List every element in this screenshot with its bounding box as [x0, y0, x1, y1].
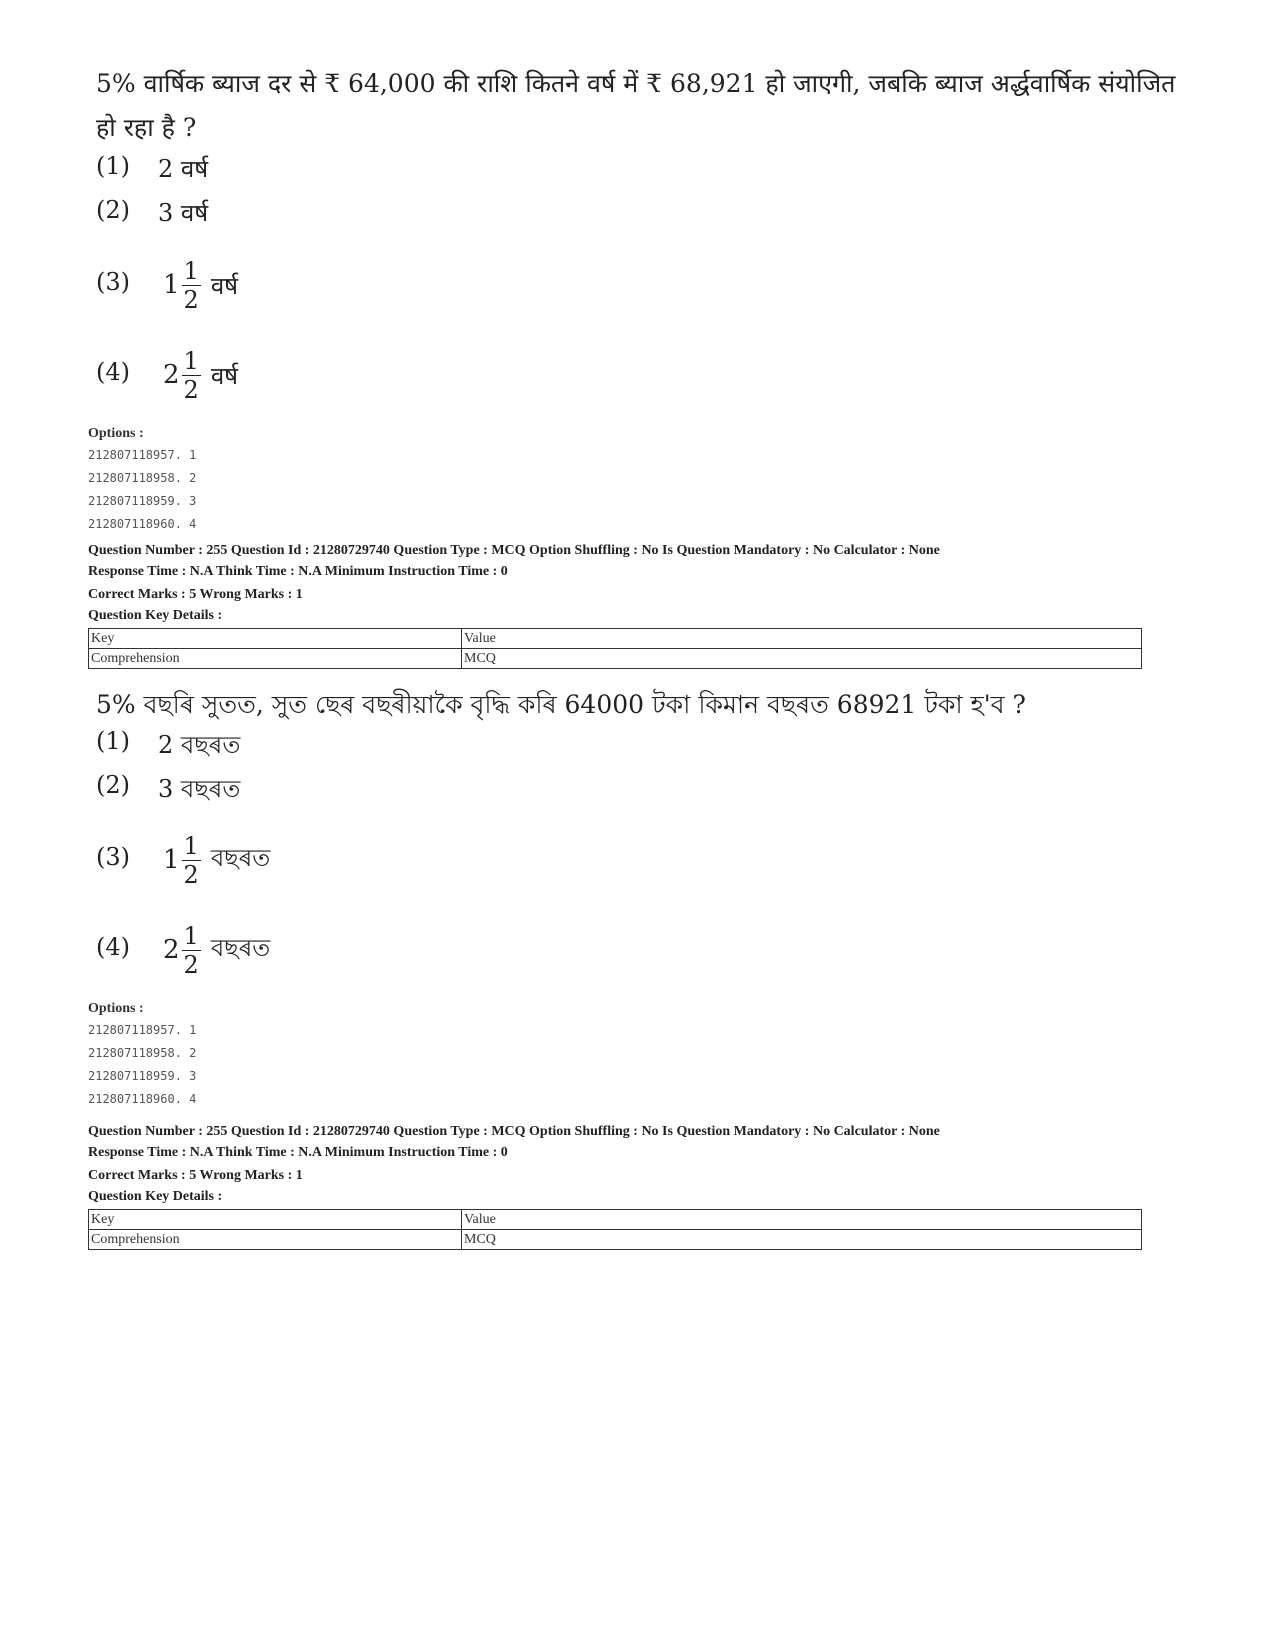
marks-line: Correct Marks : 5 Wrong Marks : 1	[88, 1168, 303, 1183]
fraction-numerator: 1	[183, 831, 199, 860]
question-block-assamese	[88, 683, 1188, 1111]
question-block-hindi	[88, 62, 1188, 536]
fraction-numerator: 1	[183, 346, 199, 375]
options-label: Options :	[88, 1001, 144, 1016]
option-id: 212807118958. 2	[88, 471, 197, 485]
mixed-fraction	[163, 240, 238, 330]
mixed-fraction	[163, 905, 270, 995]
option-number: (4)	[96, 933, 130, 961]
key-value-table	[88, 1209, 1142, 1250]
option-value: 3 বছৰত	[158, 775, 241, 803]
option-id-list	[88, 1019, 1188, 1111]
question-meta-hindi	[88, 540, 1188, 669]
question-meta-assamese	[88, 1121, 1188, 1250]
option-4	[88, 905, 1188, 995]
option-number: (2)	[96, 196, 130, 224]
table-header-key: Key	[89, 1210, 462, 1230]
option-id: 212807118959. 3	[88, 1069, 197, 1083]
fraction	[182, 922, 201, 979]
fraction-denominator: 2	[183, 860, 199, 889]
fraction-denominator: 2	[183, 950, 199, 979]
fraction-whole: 1	[163, 845, 180, 875]
option-id-list	[88, 444, 1188, 536]
response-time-line: Response Time : N.A Think Time : N.A Minimum Instruction Time : 0	[88, 564, 508, 579]
table-row	[89, 649, 1142, 669]
fraction-whole: 2	[163, 935, 180, 965]
question-meta-line: Question Number : 255 Question Id : 21280729740 Question Type : MCQ Option Shuffling : No Is Question Mandatory : No Calculator : None	[88, 1124, 940, 1139]
option-2	[88, 771, 1188, 815]
fraction-denominator: 2	[183, 285, 199, 314]
fraction	[182, 347, 201, 404]
fraction-unit: বছৰত	[210, 844, 271, 872]
mixed-fraction	[163, 330, 238, 420]
option-number: (1)	[96, 727, 130, 755]
option-number: (1)	[96, 152, 130, 180]
fraction	[182, 832, 201, 889]
table-header-row	[89, 1210, 1142, 1230]
fraction-unit: वर्ष	[210, 361, 239, 390]
fraction-numerator: 1	[183, 256, 199, 285]
question-text: 5% वार्षिक ब्याज दर से ₹ 64,000 की राशि कितने वर्ष में ₹ 68,921 हो जाएगी, जबकि ब्याज अर्द्धवार्षिक संयोजित हो रहा है ?	[96, 69, 1176, 142]
mixed-fraction	[163, 815, 270, 905]
fraction-denominator: 2	[183, 375, 199, 404]
option-3	[88, 240, 1188, 330]
table-header-row	[89, 629, 1142, 649]
table-cell-key: Comprehension	[89, 1230, 462, 1250]
option-3	[88, 815, 1188, 905]
table-header-key: Key	[89, 629, 462, 649]
option-2	[88, 196, 1188, 240]
table-cell-key: Comprehension	[89, 649, 462, 669]
option-number: (2)	[96, 771, 130, 799]
option-id: 212807118957. 1	[88, 448, 197, 462]
response-time-line: Response Time : N.A Think Time : N.A Minimum Instruction Time : 0	[88, 1145, 508, 1160]
option-value: 2 বছৰত	[158, 731, 241, 759]
option-number: (4)	[96, 358, 130, 386]
marks-line: Correct Marks : 5 Wrong Marks : 1	[88, 587, 303, 602]
option-4	[88, 330, 1188, 420]
key-details-label: Question Key Details :	[88, 608, 223, 623]
table-header-value: Value	[462, 629, 1142, 649]
option-1	[88, 152, 1188, 196]
table-cell-value: MCQ	[462, 1230, 1142, 1250]
table-row	[89, 1230, 1142, 1250]
option-id: 212807118960. 4	[88, 1092, 197, 1106]
fraction	[182, 257, 201, 314]
question-text: 5% বছৰি সুতত, সুত ছেৰ বছৰীয়াকৈ বৃদ্ধি কৰি 64000 টকা কিমান বছৰত 68921 টকা হ'ব ?	[96, 690, 1026, 719]
option-number: (3)	[96, 268, 130, 296]
option-value: 2 वर्ष	[158, 155, 209, 183]
question-meta-line: Question Number : 255 Question Id : 21280729740 Question Type : MCQ Option Shuffling : No Is Question Mandatory : No Calculator : None	[88, 543, 940, 558]
key-details-label: Question Key Details :	[88, 1189, 223, 1204]
option-id: 212807118960. 4	[88, 517, 197, 531]
option-number: (3)	[96, 843, 130, 871]
fraction-numerator: 1	[183, 921, 199, 950]
option-1	[88, 727, 1188, 771]
fraction-whole: 2	[163, 360, 180, 390]
options-label: Options :	[88, 426, 144, 441]
fraction-unit: वर्ष	[210, 271, 239, 300]
table-header-value: Value	[462, 1210, 1142, 1230]
option-id: 212807118958. 2	[88, 1046, 197, 1060]
option-id: 212807118957. 1	[88, 1023, 197, 1037]
option-value: 3 वर्ष	[158, 199, 209, 227]
table-cell-value: MCQ	[462, 649, 1142, 669]
fraction-unit: বছৰত	[210, 934, 271, 962]
key-value-table	[88, 628, 1142, 669]
option-id: 212807118959. 3	[88, 494, 197, 508]
fraction-whole: 1	[163, 270, 180, 300]
